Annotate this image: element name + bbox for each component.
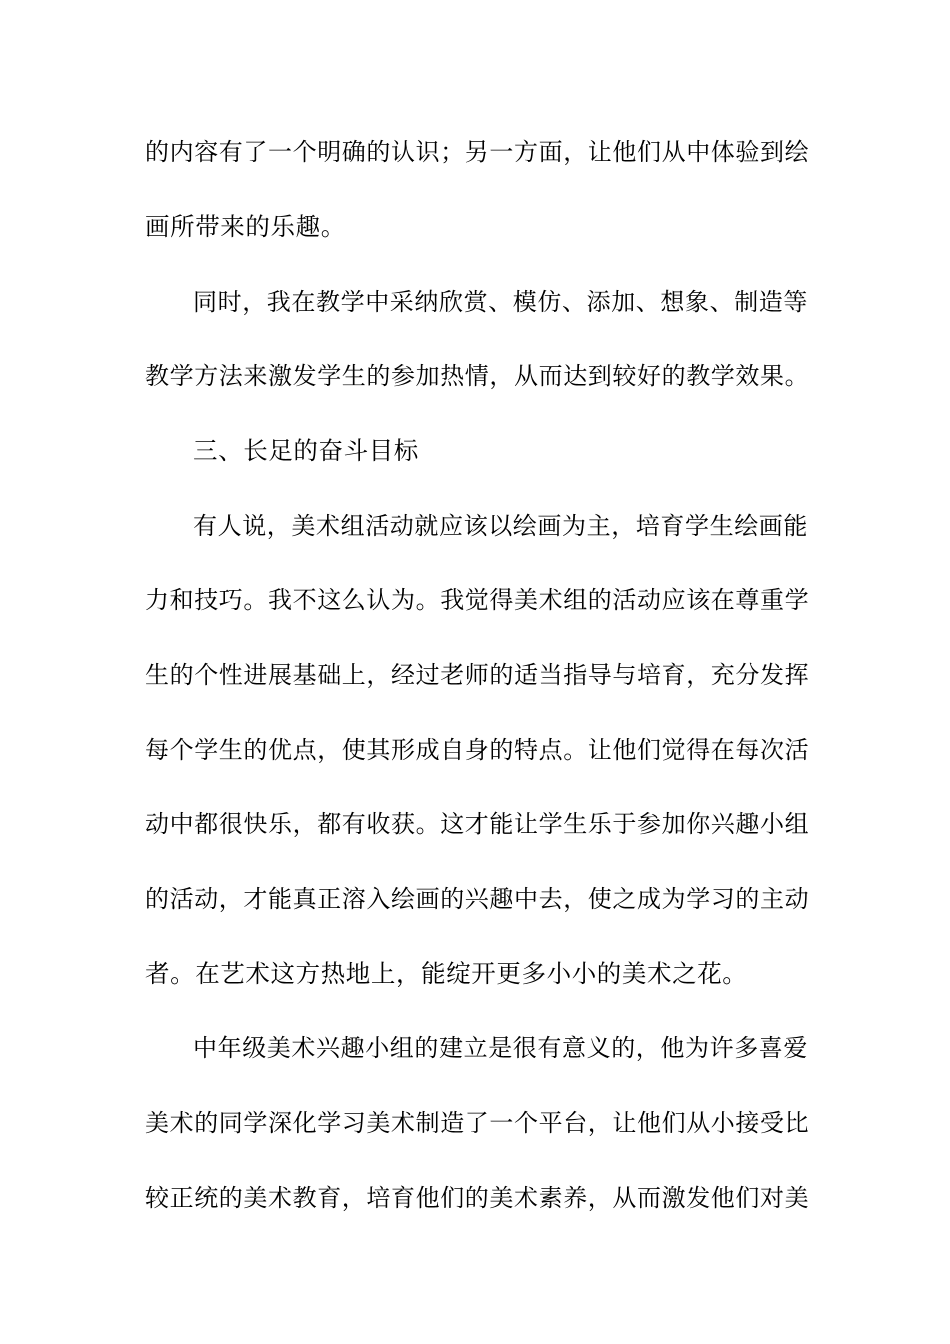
text-line-12: 者。在艺术这方热地上，能绽开更多小小的美术之花。 [145,959,748,988]
text-line-8: 生的个性进展基础上，经过老师的适当指导与培育，充分发挥 [145,661,810,689]
text-line-14: 美术的同学深化学习美术制造了一个平台，让他们从小接受比 [145,1109,810,1137]
text-line-6: 有人说，美术组活动就应该以绘画为主，培育学生绘画能 [193,512,808,540]
text-line-15: 较正统的美术教育，培育他们的美术素养，从而激发他们对美 [145,1184,810,1212]
text-line-9: 每个学生的优点，使其形成自身的特点。让他们觉得在每次活 [145,736,810,764]
text-line-1: 的内容有了一个明确的认识；另一方面，让他们从中体验到绘 [145,138,810,166]
text-line-7: 力和技巧。我不这么认为。我觉得美术组的活动应该在尊重学 [145,586,810,614]
text-line-4: 教学方法来激发学生的参加热情，从而达到较好的教学效果。 [145,362,810,390]
text-line-13: 中年级美术兴趣小组的建立是很有意义的，他为许多喜爱 [193,1034,808,1062]
text-line-2: 画所带来的乐趣。 [145,212,346,241]
text-line-3: 同时，我在教学中采纳欣赏、模仿、添加、想象、制造等 [193,288,808,316]
section-heading: 三、长足的奋斗目标 [193,436,419,465]
text-line-11: 的活动，才能真正溶入绘画的兴趣中去，使之成为学习的主动 [145,885,810,913]
text-line-10: 动中都很快乐，都有收获。这才能让学生乐于参加你兴趣小组 [145,810,810,838]
